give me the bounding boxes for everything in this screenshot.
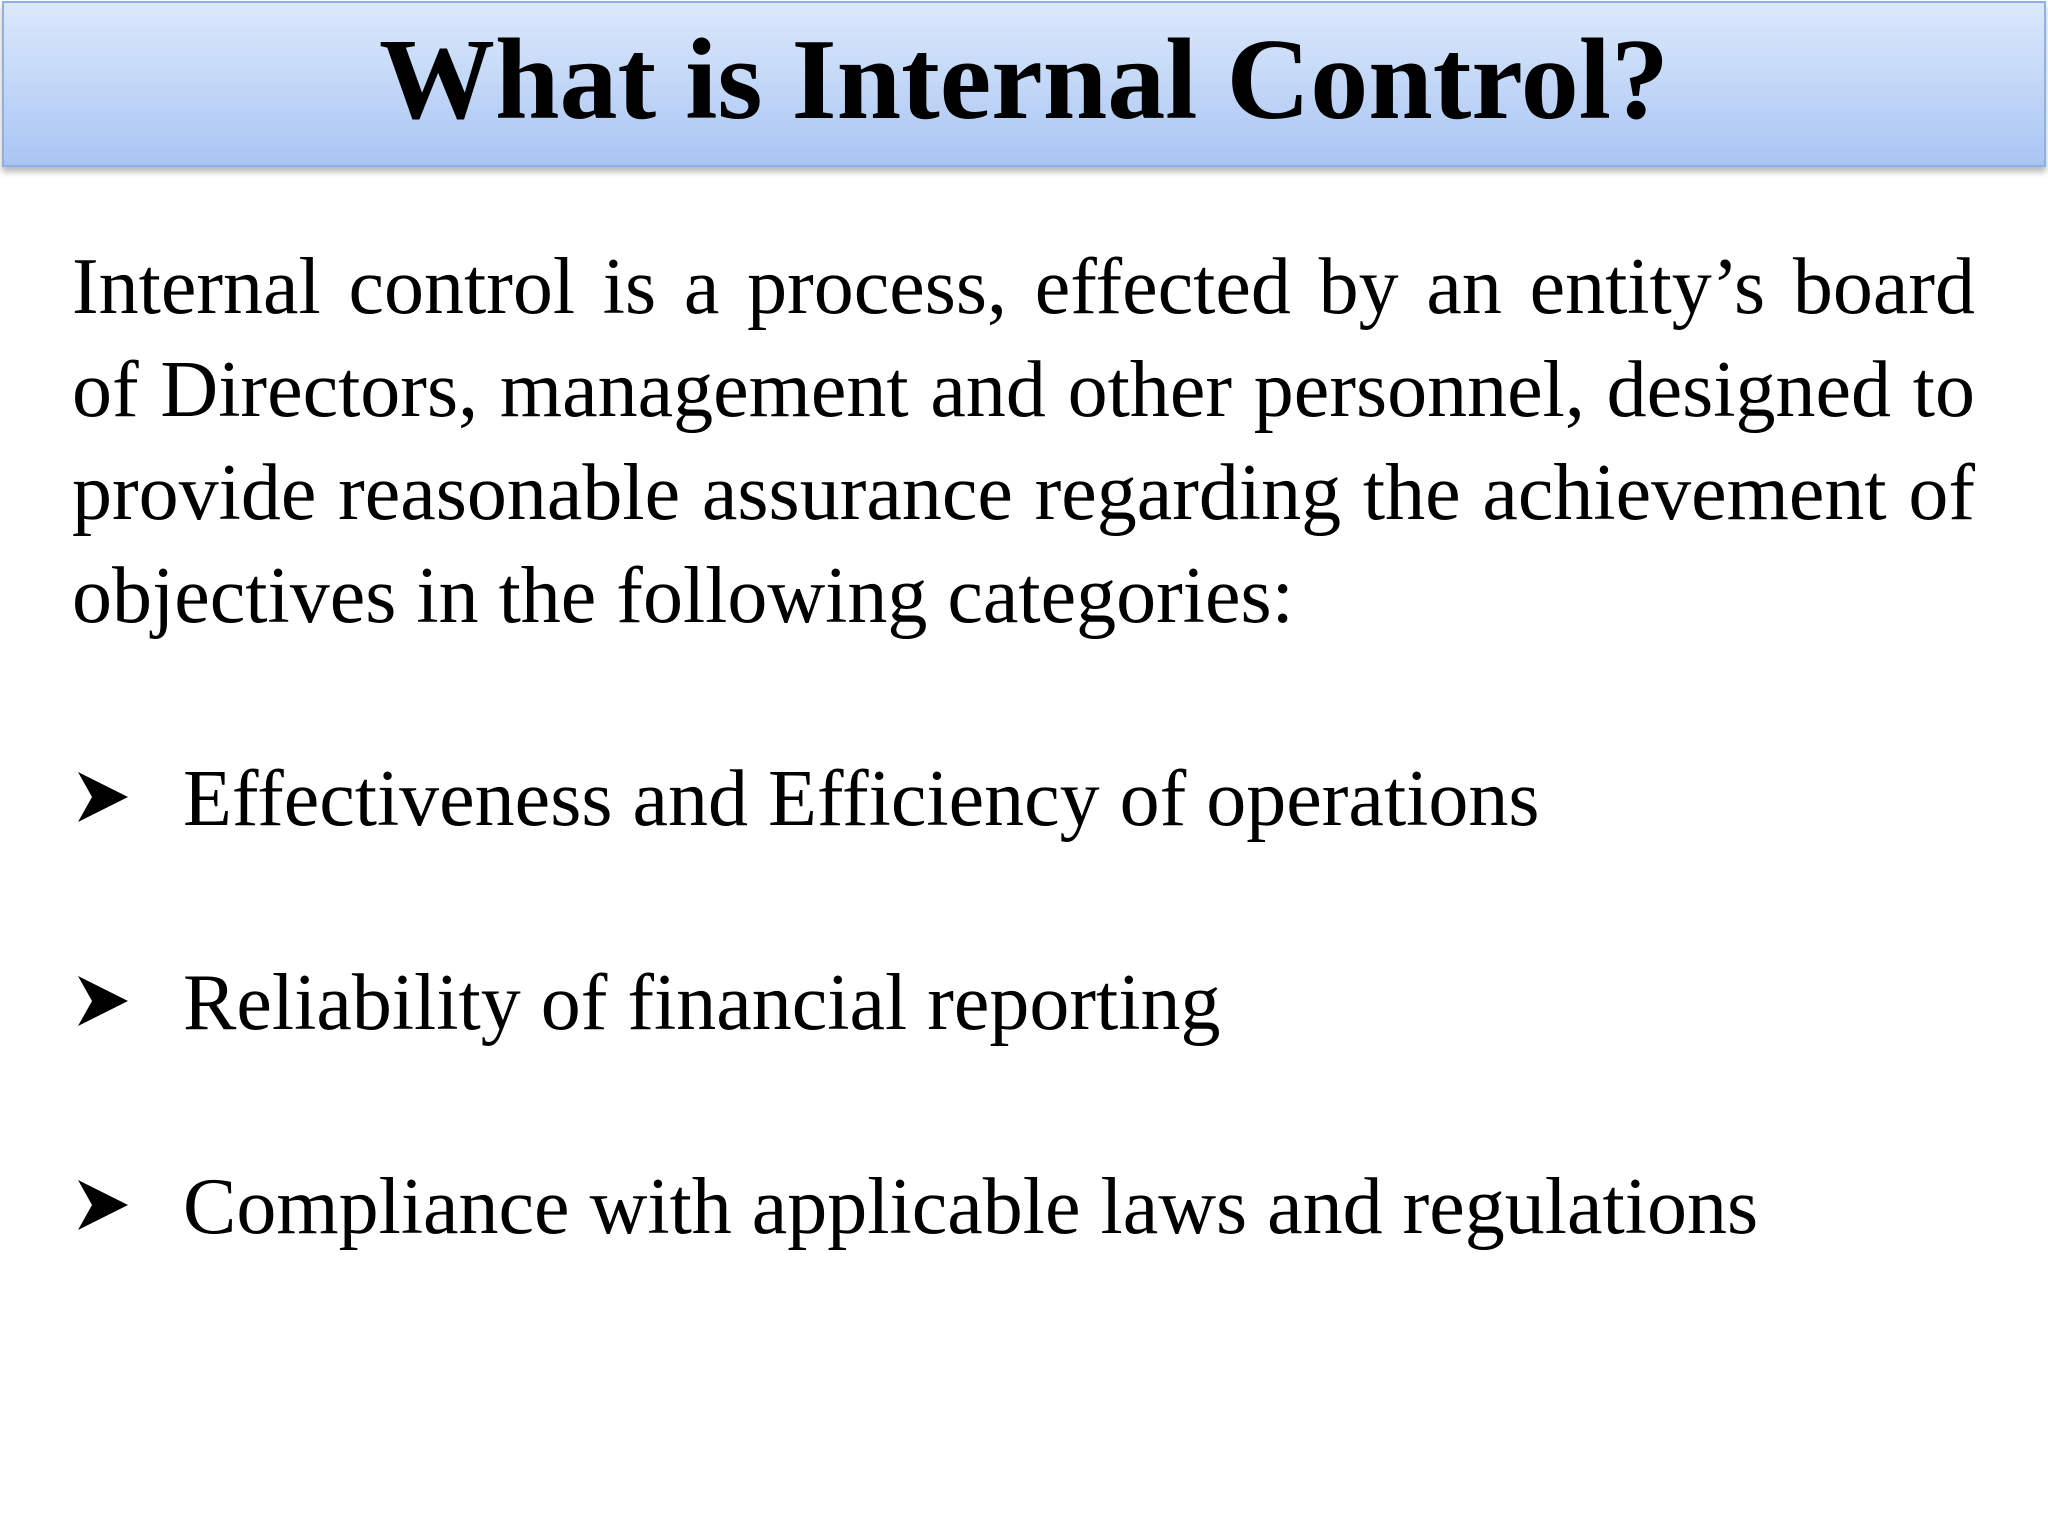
arrowhead-bullet-icon — [76, 770, 130, 824]
bullet-text: Reliability of financial reporting — [183, 959, 1221, 1047]
list-item — [72, 952, 1972, 1156]
bullet-text: Compliance with applicable laws and regulations — [183, 1163, 1759, 1251]
slide-title: What is Internal Control? — [378, 16, 1670, 144]
arrowhead-bullet-icon — [76, 1178, 130, 1232]
list-item — [72, 748, 1972, 952]
objectives-list — [72, 748, 1972, 1360]
definition-paragraph: Internal control is a process, effected by an entity’s board of Directors, management and other personnel, designed to provide reasonable assurance regarding the achievement of objectives in the following categories: — [72, 243, 1975, 640]
list-item — [72, 1156, 1972, 1360]
title-bar — [2, 1, 2046, 167]
arrowhead-bullet-icon — [76, 974, 130, 1028]
bullet-text: Effectiveness and Efficiency of operations — [183, 755, 1540, 843]
